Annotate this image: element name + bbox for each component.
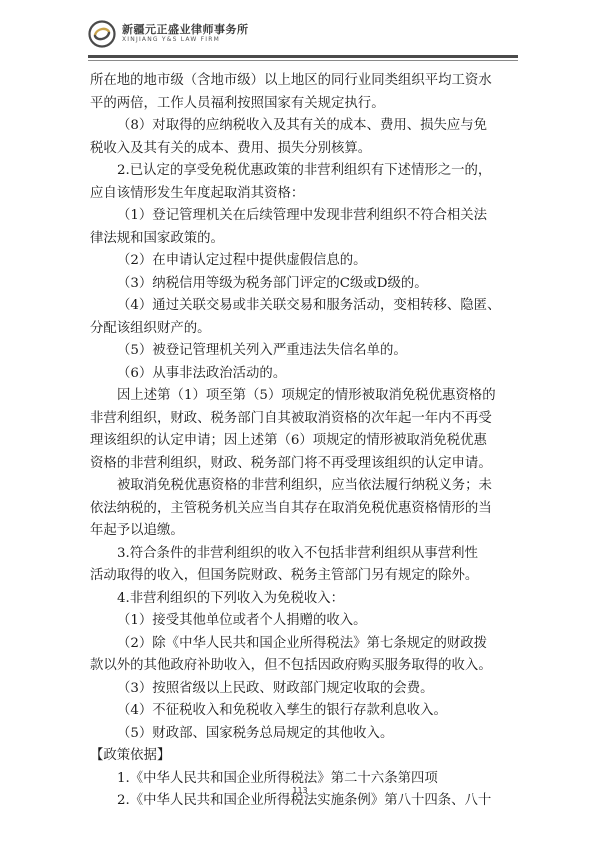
firm-logo-icon <box>88 20 116 48</box>
firm-name-en: XINJIANG Y&S LAW FIRM <box>122 36 220 43</box>
text-line: 应自该情形发生年度起取消其资格： <box>90 185 305 201</box>
text-line: 年起予以追缴。 <box>90 523 184 538</box>
firm-name-cn: 新疆元正盛业律师事务所 <box>122 23 249 36</box>
text-line: 所在地的地市级（含地市级）以上地区的同行业同类组织平均工资水 <box>90 73 492 88</box>
text-line: 2.《中华人民共和国企业所得税法实施条例》第八十四条、八十 <box>117 793 492 808</box>
text-line: （2）除《中华人民共和国企业所得税法》第七条规定的财政拨 <box>117 635 488 651</box>
text-line: （4）不征税收入和免税收入孳生的银行存款利息收入。 <box>117 703 447 718</box>
text-line: 资格的非营利组织，财政、税务部门将不再受理该组织的认定申请。 <box>90 455 492 471</box>
text-line: （2）在申请认定过程中提供虚假信息的。 <box>117 253 367 268</box>
text-line: 税收入及其有关的成本、费用、损失分别核算。 <box>90 140 372 156</box>
text-line: （8）对取得的应纳税收入及其有关的成本、费用、损失应与免 <box>117 118 488 133</box>
text-line: 非营利组织，财政、税务部门自其被取消资格的次年起一年内不再受 <box>90 410 492 426</box>
text-line: 4.非营利组织的下列收入为免税收入： <box>117 590 345 606</box>
text-line: （6）从事非法政治活动的。 <box>117 365 287 381</box>
header-divider <box>88 55 518 58</box>
text-line: 理该组织的认定申请；因上述第（6）项规定的情形被取消免税优惠 <box>90 433 487 448</box>
text-line: 1.《中华人民共和国企业所得税法》第二十六条第四项 <box>117 770 438 786</box>
text-line: 款以外的其他政府补助收入，但不包括因政府购买服务取得的收入。 <box>90 658 492 673</box>
text-line: （5）财政部、国家税务总局规定的其他收入。 <box>117 725 394 741</box>
page-number: 113 <box>292 786 308 795</box>
text-line: 平的两倍，工作人员福利按照国家有关规定执行。 <box>90 95 385 111</box>
text-line: 分配该组织财产的。 <box>90 320 211 336</box>
text-line: 2.已认定的享受免税优惠政策的非营利组织有下述情形之一的， <box>117 163 492 178</box>
text-line: （3）按照省级以上民政、财政部门规定收取的会费。 <box>117 680 434 696</box>
header-divider-thin <box>88 60 518 61</box>
text-line: 律法规和国家政策的。 <box>90 230 224 246</box>
text-line: （1）登记管理机关在后续管理中发现非营利组织不符合相关法 <box>117 208 488 223</box>
letterhead <box>88 18 518 52</box>
text-line: 因上述第（1）项至第（5）项规定的情形被取消免税优惠资格的 <box>117 388 496 403</box>
text-line: 活动取得的收入，但国务院财政、税务主管部门另有规定的除外。 <box>90 568 479 583</box>
text-line: （3）纳税信用等级为税务部门评定的C级或D级的。 <box>117 275 428 291</box>
text-line: （5）被登记管理机关列入严重违法失信名单的。 <box>117 343 407 358</box>
text-line: 被取消免税优惠资格的非营利组织，应当依法履行纳税义务；未 <box>117 478 492 493</box>
document-body <box>90 70 516 813</box>
text-line: 3.符合条件的非营利组织的收入不包括非营利组织从事营利性 <box>117 545 478 561</box>
text-line: （4）通过关联交易或非关联交易和服务活动，变相转移、隐匿、 <box>117 298 501 313</box>
policy-basis-heading: 【政策依据】 <box>90 748 171 763</box>
text-line: （1）接受其他单位或者个人捐赠的收入。 <box>117 613 367 628</box>
text-line: 依法纳税的，主管税务机关应当自其存在取消免税优惠资格情形的当 <box>90 500 492 516</box>
